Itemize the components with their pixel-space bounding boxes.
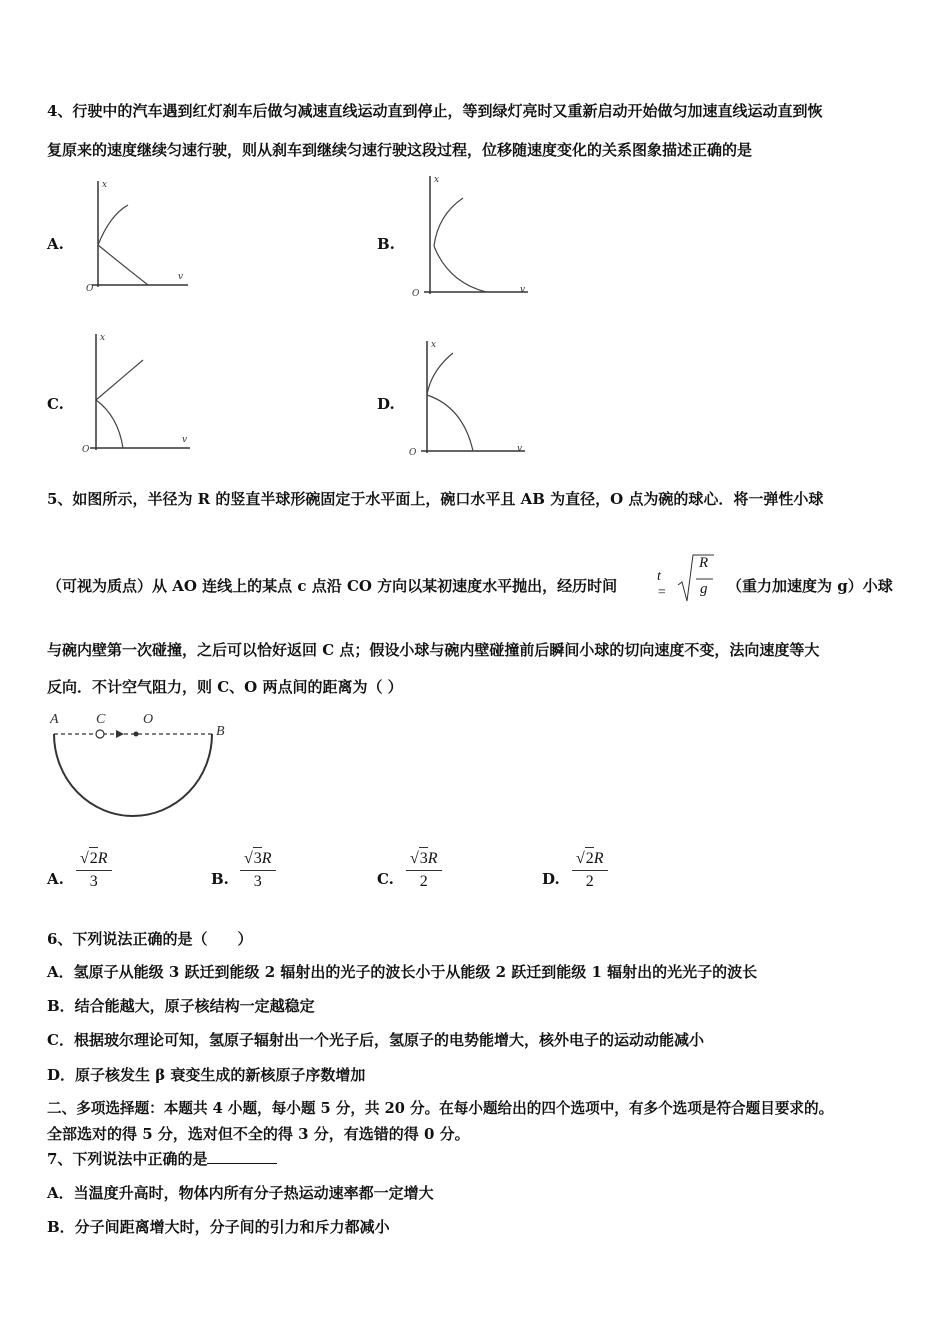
- q7-stem: [47, 1149, 277, 1169]
- q4-graph-b: [408, 170, 533, 298]
- q5-formula-numerator: R: [699, 555, 709, 571]
- q5-c-root: 3: [419, 850, 428, 867]
- q5-a-den: 3: [89, 873, 98, 890]
- q4-d-axis-x: x: [431, 340, 437, 350]
- q4-b-origin: O: [412, 289, 420, 298]
- q7-option-a: A．当温度升高时，物体内所有分子热运动速率都一定增大: [47, 1184, 434, 1202]
- q4-a-axis-x: x: [102, 180, 108, 190]
- q4-option-b-label: B.: [377, 235, 395, 253]
- q5-d-tail: R: [593, 850, 604, 867]
- q5-stem-line3: 与碗内壁第一次碰撞，之后可以恰好返回 C 点；假设小球与碗内壁碰撞前后瞬间小球的切向速度不变，法向速度等大: [47, 641, 820, 659]
- q5-a-tail: R: [97, 850, 108, 867]
- q4-d-origin: O: [409, 448, 417, 457]
- q5-formula-radical: [677, 553, 715, 605]
- q5-option-b-value: $\frac{√3R}{3}$: [240, 847, 276, 893]
- q5-d-root: 2: [585, 850, 594, 867]
- q5-a-root: 2: [89, 850, 98, 867]
- q4-a-origin: O: [86, 284, 94, 293]
- q4-c-axis-v: v: [182, 435, 188, 445]
- q5-stem-line4: 反向．不计空气阻力，则 C、O 两点间的距离为（ ）: [47, 678, 403, 696]
- q6-stem: 6、下列说法正确的是（ ）: [47, 930, 253, 948]
- q4-b-axis-x: x: [434, 175, 440, 185]
- q6-option-d: D．原子核发生 β 衰变生成的新核原子序数增加: [47, 1066, 366, 1084]
- q4-c-origin: O: [82, 445, 90, 454]
- q6-option-b: B．结合能越大，原子核结构一定越稳定: [47, 997, 315, 1015]
- q5-fig-label-a: A: [50, 712, 59, 727]
- q4-stem-line1: 4、行驶中的汽车遇到红灯刹车后做匀减速直线运动直到停止，等到绿灯亮时又重新启动开始做匀加速直线运动直到恢: [47, 102, 823, 120]
- q4-d-axis-v: v: [517, 444, 523, 454]
- q7-stem-text: 7、下列说法中正确的是: [47, 1150, 208, 1168]
- q5-b-tail: R: [261, 850, 272, 867]
- q5-fig-label-o: O: [143, 712, 154, 727]
- q4-stem-line2: 复原来的速度继续匀速行驶，则从刹车到继续匀速行驶这段过程，位移随速度变化的关系图象描述正确的是: [47, 141, 753, 159]
- q7-option-b: B．分子间距离增大时，分子间的引力和斥力都减小: [47, 1218, 390, 1236]
- q5-formula-t: t =: [657, 569, 667, 600]
- q5-stem-line2b: （重力加速度为 g）小球: [727, 577, 893, 595]
- q5-option-a-value: $\frac{√2R}{3}$: [76, 847, 112, 893]
- q5-c-den: 2: [419, 873, 428, 890]
- q5-stem-line2a: （可视为质点）从 AO 连线上的某点 c 点沿 CO 方向以某初速度水平抛出，经历时间: [47, 577, 618, 595]
- q5-fig-label-b: B: [216, 724, 225, 739]
- q4-graph-c: [78, 328, 196, 454]
- section2-instructions-line2: 全部选对的得 5 分，选对但不全的得 3 分，有选错的得 0 分。: [47, 1125, 470, 1143]
- q4-c-axis-x: x: [100, 333, 106, 343]
- q5-option-c-value: $\frac{√3R}{2}$: [406, 847, 442, 893]
- q6-option-c: C．根据玻尔理论可知，氢原子辐射出一个光子后，氢原子的电势能增大，核外电子的运动动能减小: [47, 1031, 704, 1049]
- q4-graph-a: [80, 175, 190, 293]
- q5-stem-line1: 5、如图所示，半径为 R 的竖直半球形碗固定于水平面上，碗口水平且 AB 为直径，O 点为碗的球心．将一弹性小球: [47, 490, 824, 508]
- q5-b-root: 3: [253, 850, 262, 867]
- q5-b-den: 3: [253, 873, 262, 890]
- q4-option-c-label: C.: [47, 395, 64, 413]
- q6-option-a: A．氢原子从能级 3 跃迁到能级 2 辐射出的光子的波长小于从能级 2 跃迁到能级 1 辐射出的光光子的波长: [47, 963, 758, 981]
- q5-option-d-label: D.: [542, 870, 560, 888]
- q5-option-b-label: B.: [211, 870, 229, 888]
- q5-formula-denominator: g: [700, 581, 708, 597]
- q5-option-a-label: A.: [47, 870, 64, 888]
- q5-d-den: 2: [585, 873, 594, 890]
- section2-instructions-line1: 二、多项选择题：本题共 4 小题，每小题 5 分，共 20 分。在每小题给出的四个选项中，有多个选项是符合题目要求的。: [47, 1100, 834, 1117]
- q4-option-d-label: D.: [377, 395, 395, 413]
- q5-option-c-label: C.: [377, 870, 394, 888]
- q4-b-axis-v: v: [520, 285, 526, 295]
- q7-answer-blank: [207, 1149, 277, 1164]
- q5-bowl-figure: [40, 705, 240, 830]
- q5-option-d-value: $\frac{√2R}{2}$: [572, 847, 608, 893]
- q4-option-a-label: A.: [47, 235, 64, 253]
- q4-a-axis-v: v: [178, 272, 184, 282]
- q5-fig-label-c: C: [96, 712, 106, 727]
- q4-graph-d: [405, 335, 530, 457]
- q5-c-tail: R: [427, 850, 438, 867]
